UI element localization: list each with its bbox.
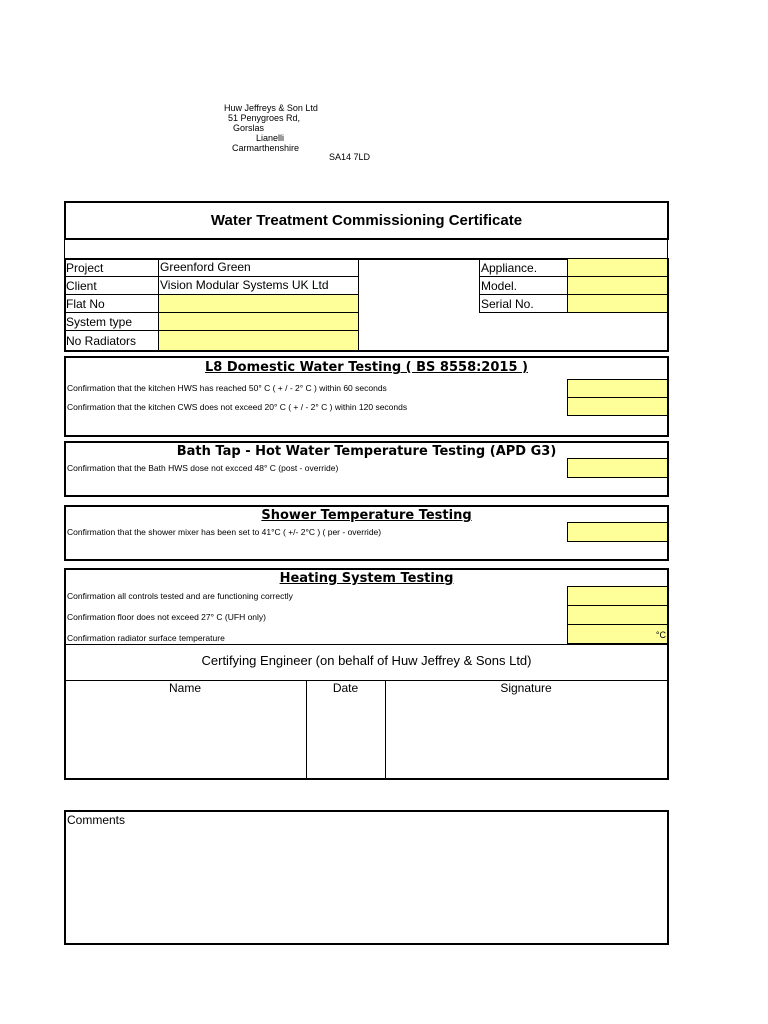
l8-hws-field[interactable] xyxy=(567,379,668,398)
address-town: Lianelli xyxy=(256,133,285,143)
no-radiators-label: No Radiators xyxy=(66,334,137,348)
bath-title: Bath Tap - Hot Water Temperature Testing (APD G3) xyxy=(176,444,557,459)
heating-line-2: Confirmation floor does not exceed 27° C (UFH only) xyxy=(67,612,266,622)
address-street: 51 Penygroes Rd, xyxy=(228,113,301,123)
heating-line-3: Confirmation radiator surface temperature xyxy=(67,633,225,643)
signature-label: Signature xyxy=(500,681,552,695)
shower-mixer-field[interactable] xyxy=(567,522,668,542)
bath-hws-field[interactable] xyxy=(567,458,668,478)
serial-no-label: Serial No. xyxy=(481,297,534,311)
heating-radiator-field[interactable] xyxy=(567,624,668,644)
appliance-field[interactable] xyxy=(567,258,668,277)
l8-line-1: Confirmation that the kitchen HWS has reached 50° C ( + / - 2° C ) within 60 seconds xyxy=(67,383,387,393)
l8-title: L8 Domestic Water Testing ( BS 8558:2015 ) xyxy=(205,360,528,375)
flat-no-label: Flat No xyxy=(66,297,105,311)
name-label: Name xyxy=(168,681,201,695)
comments-label: Comments xyxy=(67,813,126,827)
address-village: Gorslas xyxy=(233,123,265,133)
heating-controls-field[interactable] xyxy=(567,586,668,606)
model-field[interactable] xyxy=(567,276,668,295)
date-label: Date xyxy=(332,681,359,695)
flat-no-field[interactable] xyxy=(158,294,359,313)
l8-line-2: Confirmation that the kitchen CWS does not exceed 20° C ( + / - 2° C ) within 120 seconds xyxy=(67,402,408,412)
address-postcode: SA14 7LD xyxy=(329,152,371,162)
comments-box[interactable] xyxy=(64,810,669,945)
system-type-field[interactable] xyxy=(158,312,359,331)
engineer-date-field[interactable] xyxy=(307,697,384,777)
heating-floor-field[interactable] xyxy=(567,605,668,625)
appliance-label: Appliance. xyxy=(481,261,538,275)
engineer-heading: Certifying Engineer (on behalf of Huw Jeffrey & Sons Ltd) xyxy=(201,653,532,668)
serial-no-field[interactable] xyxy=(567,294,668,313)
system-type-label: System type xyxy=(66,315,133,329)
certificate-title-box xyxy=(64,201,669,240)
project-value: Greenford Green xyxy=(160,260,251,274)
no-radiators-field[interactable] xyxy=(158,330,359,351)
model-label: Model. xyxy=(481,279,518,293)
client-value: Vision Modular Systems UK Ltd xyxy=(160,278,329,292)
bath-line-1: Confirmation that the Bath HWS dose not excced 48° C (post - override) xyxy=(67,463,339,473)
engineer-name-field[interactable] xyxy=(66,697,305,777)
shower-line-1: Confirmation that the shower mixer has been set to 41°C ( +/- 2°C ) ( per - override) xyxy=(67,527,382,537)
engineer-signature-field[interactable] xyxy=(386,697,666,777)
address-county: Carmarthenshire xyxy=(232,143,300,153)
client-label: Client xyxy=(66,279,97,293)
company-name: Huw Jeffreys & Son Ltd xyxy=(224,103,318,113)
heating-title: Heating System Testing xyxy=(279,571,454,586)
project-label: Project xyxy=(66,261,104,275)
heating-line-1: Confirmation all controls tested and are functioning correctly xyxy=(67,591,293,601)
shower-title: Shower Temperature Testing xyxy=(261,508,472,523)
radiator-unit: °C xyxy=(655,630,666,640)
l8-cws-field[interactable] xyxy=(567,397,668,416)
certificate-title: Water Treatment Commissioning Certificate xyxy=(210,212,523,229)
